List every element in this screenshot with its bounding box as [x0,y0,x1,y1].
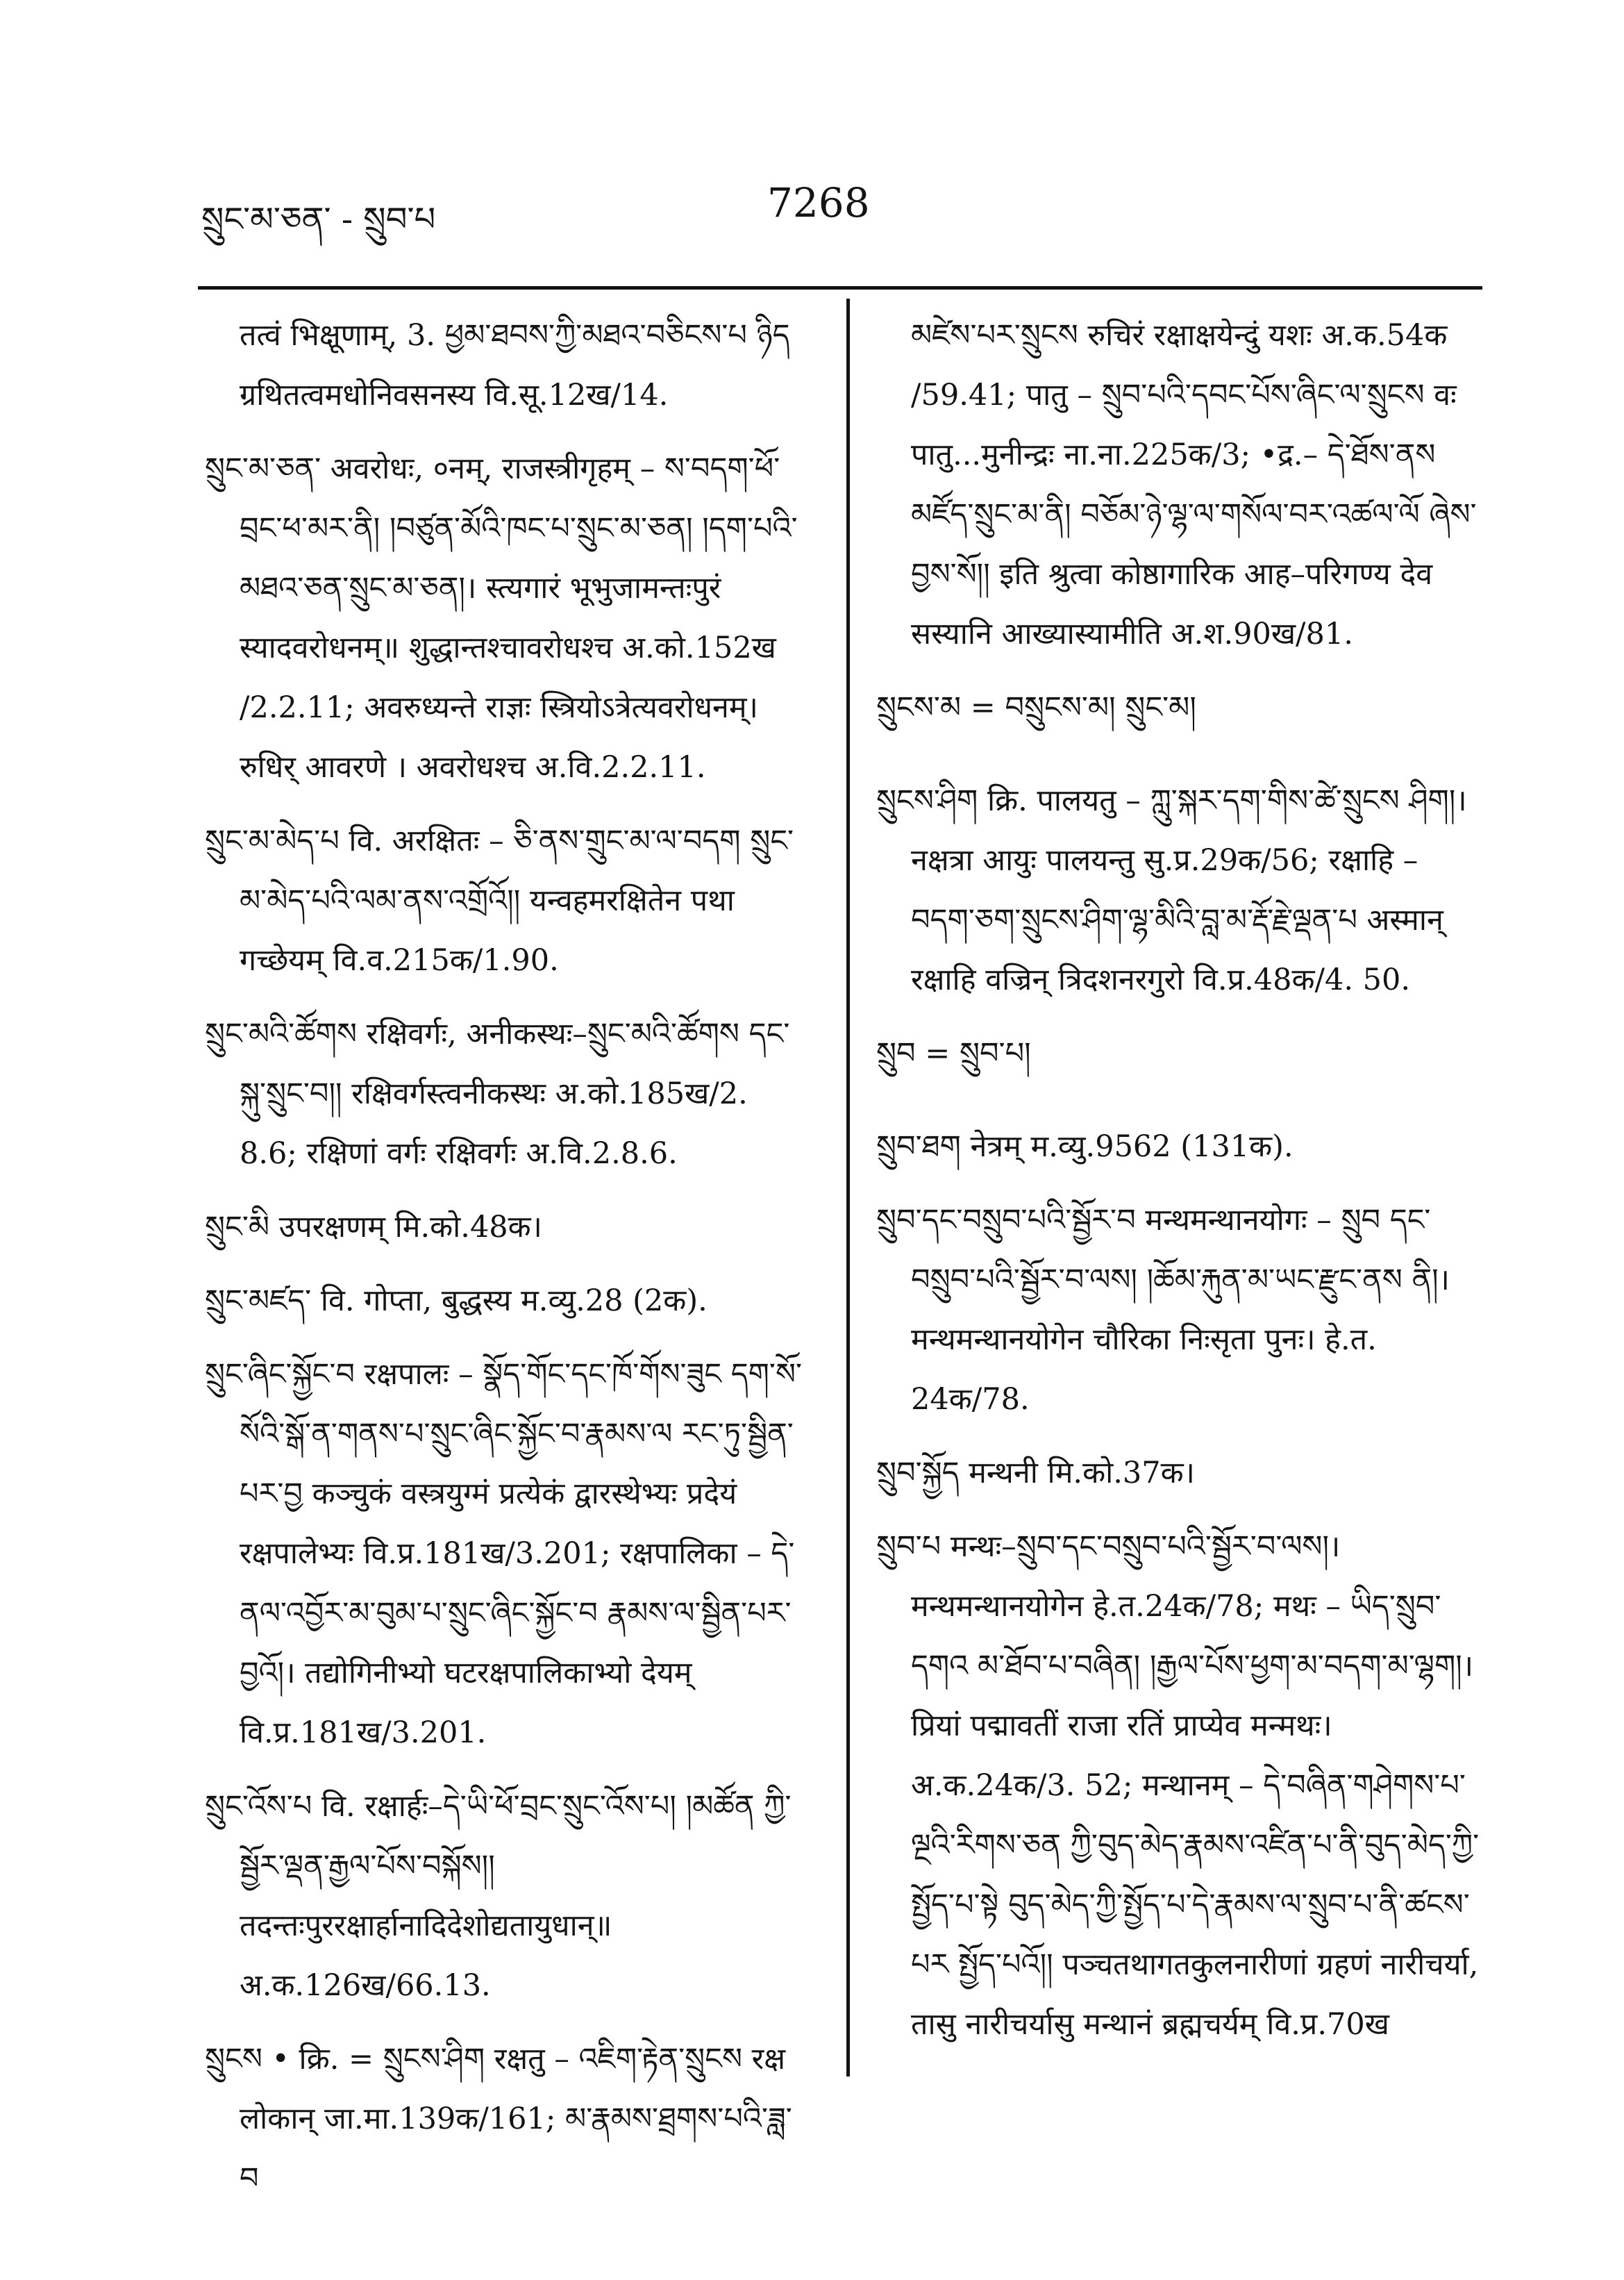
dictionary-entry: སྲུངས • क्रि. = སྲུངས་ཤིག रक्षतु – འཇིག་རྟེན་སྲུངས रक्ष लोकान् जा.मा.139क/161; མ་རྣམས་ཐྲགས་པའི་ཟླ་བ [205,2042,792,2196]
dictionary-entry: སྲུང་མ་ཅན་ अवरोधः, ०नम्, राजस्त्रीगृहम् – ས་བདག་ཕོ་བྲང་ཕ་མར་ནི། །བཙུན་མོའི་ཁང་པ་སྲུང་མ་ཅན། །དག་པའི་མཐའ་ཅན་སྲུང་མ་ཅན།। स्त्यगारं भूभुजामन्तःपुरं स्यादवरोधनम्॥ शुद्धान्तश्चावरोधश्च अ.को.152ख /2.2.11; अवरुध्यन्ते राज्ञः स्त्रियोऽत्रेत्यवरोधनम्। रुधिर् आवरणे । अवरोधश्च अ.वि.2.2.11. [205,451,798,785]
dictionary-entry: སྲུབ་པ मन्थः–སྲུབ་དང་བསྲུབ་པའི་སྦྱོར་བ་ལས།। मन्थमन्थानयोगेन हे.त.24क/78; मथः – ཡིད་སྲུབ་དགའ མ་ཐོབ་པ་བཞིན། །རྒྱལ་པོས་ཕྱག་མ་བདག་མ་ལྷག།। प्रियां पद्मावतीं राजा रतिं प्राप्येव मन्मथः। अ.क.24क/3. 52; मन्थानम् – དེ་བཞིན་གཤེགས་པ་ལྔའི་རིགས་ཅན ཀྱི་བུད་མེད་རྣམས་འཛིན་པ་ནི་བུད་མེད་ཀྱི་སྤྱོད་པ་སྟེ བུད་མེད་ཀྱི་སྤྱོད་པ་དེ་རྣམས་ལ་སྲུབ་པ་ནི་ཚངས་པར སྤྱོད་པའོ།། पञ्चतथागतकुलनारीणां ग्रहणं नारीचर्या, तासु नारीचर्यासु मन्थानं ब्रह्मचर्यम् वि.प्र.70ख [876,1529,1480,2042]
dictionary-entry: སྲུང་མ་མེད་པ वि. अरक्षितः – ཅི་ནས་གྲུང་མ་ལ་བདག སྲུང་མ་མེད་པའི་ལམ་ནས་འགྲོའོ།། यन्वहमरक्षितेन पथा गच्छेयम् वि.व.215क/1.90. [205,824,794,978]
page-number: 7268 [767,179,870,226]
dictionary-entry: སྲུངས་ཤིག क्रि. पालयतु – ཀླུ་སྐར་དག་གིས་ཚེ་སྲུངས ཤིག།। नक्षत्रा आयुः पालयन्तु सु.प्र.29क/56; रक्षाहि – བདག་ཅག་སྲུངས་ཤིག་ལྷ་མིའི་བླ་མ་རྡོ་རྗེ་ལྡན་པ अस्मान् रक्षाहि वज्रिन् त्रिदशनरगुरो वि.प्र.48क/4. 50. [876,783,1467,997]
left-column [205,306,809,2222]
dictionary-entry: སྲུབ་དང་བསྲུབ་པའི་སྦྱོར་བ मन्थमन्थानयोगः – སྲུབ དང་བསྲུབ་པའི་སྦྱོར་བ་ལས། །ཆོམ་རྐུན་མ་ཡང་རྫུང་ནས ནི།। मन्थमन्थानयोगेन चौरिका निःसृता पुनः। हे.त. 24क/78. [876,1203,1450,1417]
dictionary-entry: तत्वं भिक्षूणाम्, 3. ཕྱམ་ཐབས་ཀྱི་མཐའ་བཅིངས་པ ཉིད ग्रथितत्वमधोनिवसनस्य वि.सू.12ख/14. [240,318,790,413]
dictionary-entry: སྲུང་མའི་ཚོགས रक्षिवर्गः, अनीकस्थः–སྲུང་མའི་ཚོགས དང་སྐུ་སྲུང་བ།། रक्षिवर्गस्त्वनीकस्थः अ.को.185ख/2. 8.6; रक्षिणां वर्गः रक्षिवर्गः अ.वि.2.8.6. [205,1017,790,1171]
right-column [876,306,1480,2068]
column-divider [846,299,850,2077]
running-header: སྲུང་མ་ཅན་ - སྲུབ་པ [201,200,436,239]
dictionary-entry: སྲུངས་མ = བསྲུངས་མ། སྲུང་མ། [876,690,1196,725]
dictionary-entry: སྲུང་མཛད་ वि. गोप्ता, बुद्धस्य म.व्यु.28 (2क). [205,1283,708,1318]
dictionary-entry: སྲུང་འོས་པ वि. रक्षार्हः–དེ་ཡི་ཕོ་བྲང་སྲུང་འོས་པ། །མཚོན ཀྱི་སྦྱོར་ལྡན་རྒྱལ་པོས་བསྐོས།། तदन्तःपुररक्षार्हानादिदेशोद्यतायुधान्॥ अ.क.126ख/66.13. [205,1789,792,2003]
dictionary-entry: མཛེས་པར་སྲུངས रुचिरं रक्षाक्षयेन्दुं यशः अ.क.54क /59.41; पातु – སྲུབ་པའི་དབང་པོས་ཞིང་ལ་སྲུངས वः पातु...मुनीन्द्रः ना.ना.225क/3; •द्र.– དེ་ཐོས་ནས མཛོད་སྲུང་མ་ནི། བཅོམ་ཉེ་ལྷ་ལ་གསོལ་བར་འཚལ་ལོ ཞེས་བྱས་སོ།། इति श्रुत्वा कोष्ठागारिक आह–परिगण्य देव सस्यानि आख्यास्यामीति अ.श.90ख/81. [911,318,1477,651]
dictionary-entry: སྲུང་ཞིང་སྐྱོང་བ रक्षपालः – སྣོད་གོང་དང་ཁོ་གོས་ཟུང དག་སོ་སོའི་སྒོ་ན་གནས་པ་སྲུང་ཞིང་སྐྱོང་བ་རྣམས་ལ རང་ཏུ་སྦྱིན་པར་བྱ कञ्चुकं वस्त्रयुग्मं प्रत्येकं द्वारस्थेभ्यः प्रदेयं रक्षपालेभ्यः वि.प्र.181ख/3.201; रक्षपालिका – དེ་ནལ་འབྱོར་མ་བུམ་པ་སྲུང་ཞིང་སྐྱོང་བ རྣམས་ལ་སྦྱིན་པར་བྱའོ།। तद्योगिनीभ्यो घटरक्षपालिकाभ्यो देयम् वि.प्र.181ख/3.201. [205,1357,803,1750]
header-rule [198,286,1482,290]
dictionary-entry: སྲུབ་ཐག नेत्रम् म.व्यु.9562 (131क). [876,1129,1294,1164]
dictionary-entry: སྲུང་མི उपरक्षणम् मि.को.48क। [205,1210,542,1245]
dictionary-entry: སྲུབ་སྐྱོད मन्थनी मि.को.37क। [876,1456,1195,1490]
dictionary-entry: སྲུབ = སྲུབ་པ། [876,1036,1031,1071]
